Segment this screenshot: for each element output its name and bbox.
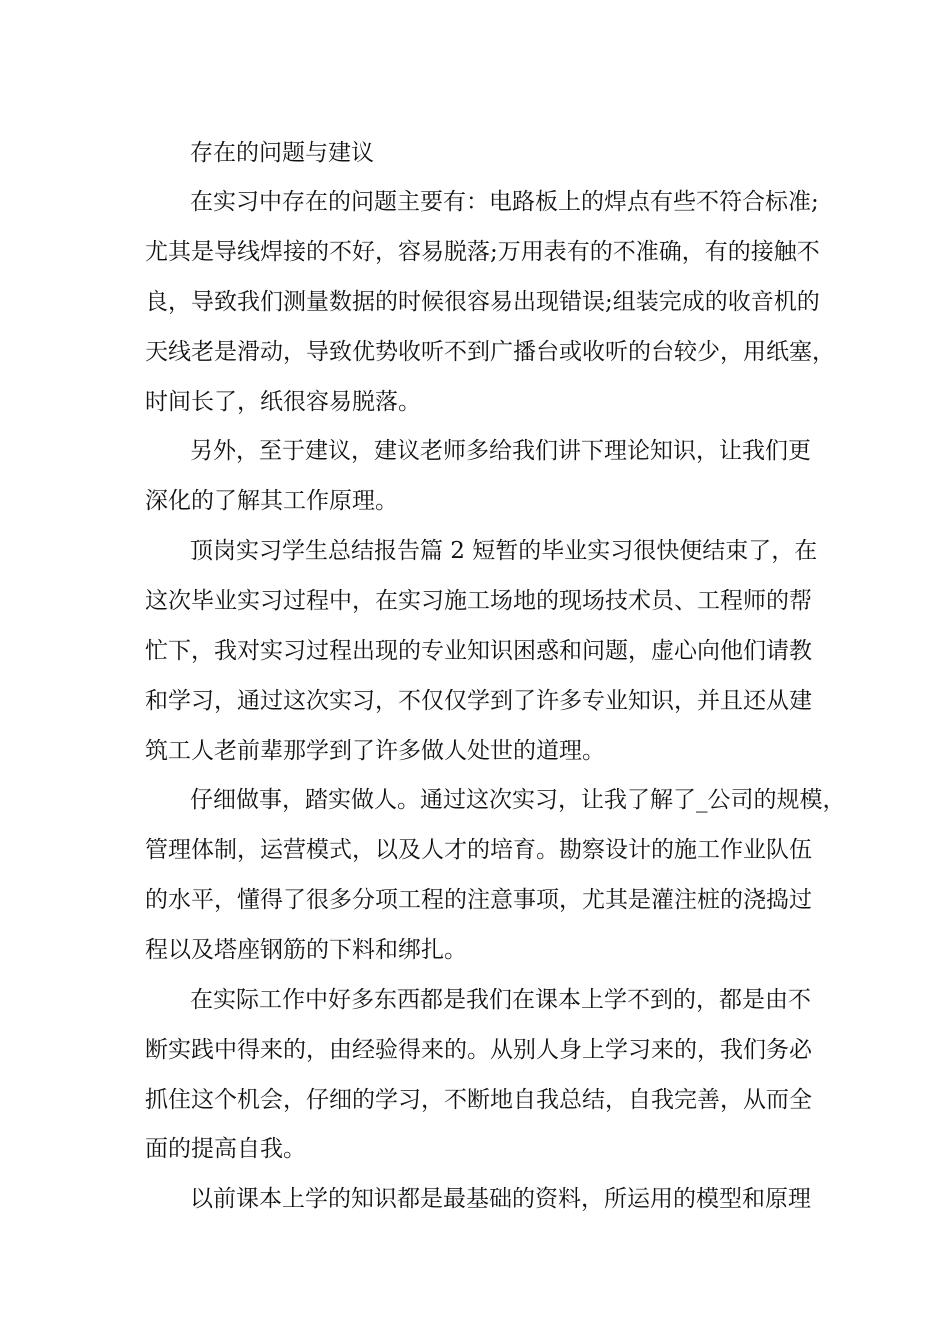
- paragraph-line: 时间长了，纸很容易脱落。: [145, 389, 421, 415]
- paragraph-line: 程以及塔座钢筋的下料和绑扎。: [145, 937, 467, 963]
- paragraph-line: 和学习，通过这次实习，不仅仅学到了许多专业知识，并且还从建: [145, 688, 812, 714]
- paragraph-line: 天线老是滑动，导致优势收听不到广播台或收听的台较少，用纸塞，: [145, 339, 835, 365]
- paragraph-line: 顶岗实习学生总结报告篇 2 短暂的毕业实习很快便结束了，在: [190, 538, 818, 564]
- paragraph-line: 仔细做事，踏实做人。通过这次实习，让我了解了_公司的规模，: [190, 787, 846, 813]
- paragraph-line: 断实践中得来的，由经验得来的。从别人身上学习来的，我们务必: [145, 1037, 812, 1063]
- paragraph-line: 筑工人老前辈那学到了许多做人处世的道理。: [145, 738, 605, 764]
- paragraph-line: 这次毕业实习过程中，在实习施工场地的现场技术员、工程师的帮: [145, 588, 812, 614]
- paragraph-line: 忙下，我对实习过程出现的专业知识困惑和问题，虚心向他们请教: [145, 638, 812, 664]
- paragraph-line: 以前课本上学的知识都是最基础的资料，所运用的模型和原理: [190, 1186, 811, 1212]
- paragraph-line: 抓住这个机会，仔细的学习，不断地自我总结，自我完善，从而全: [145, 1087, 812, 1113]
- paragraph-line: 尤其是导线焊接的不好，容易脱落;万用表有的不准确，有的接触不: [145, 239, 820, 265]
- paragraph-line: 良，导致我们测量数据的时候很容易出现错误;组装完成的收音机的: [145, 289, 820, 315]
- paragraph-line: 的水平，懂得了很多分项工程的注意事项，尤其是灌注桩的浇捣过: [145, 887, 812, 913]
- paragraph-line: 在实习中存在的问题主要有：电路板上的焊点有些不符合标准;: [190, 189, 819, 215]
- paragraph-line: 深化的了解其工作原理。: [145, 488, 398, 514]
- section-heading: 存在的问题与建议: [190, 140, 374, 166]
- paragraph-line: 管理体制，运营模式，以及人才的培育。勘察设计的施工作业队伍: [145, 837, 812, 863]
- paragraph-line: 另外，至于建议，建议老师多给我们讲下理论知识，让我们更: [190, 438, 811, 464]
- paragraph-line: 在实际工作中好多东西都是我们在课本上学不到的，都是由不: [190, 987, 811, 1013]
- paragraph-line: 面的提高自我。: [145, 1136, 306, 1162]
